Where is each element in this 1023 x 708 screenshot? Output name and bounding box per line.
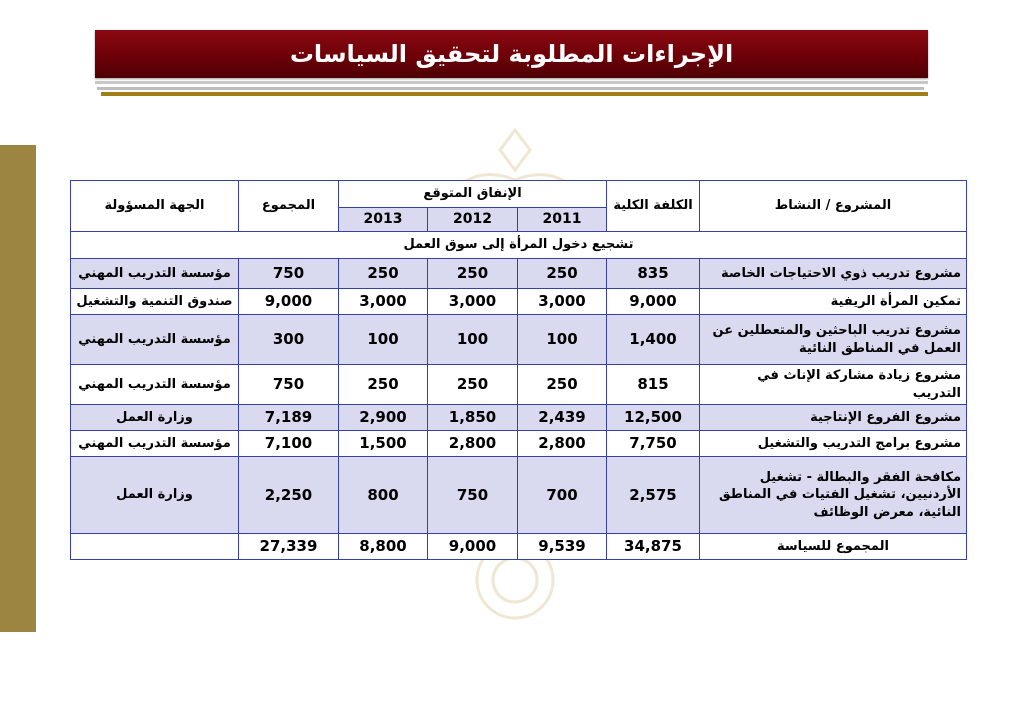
total-cell: 9,000 <box>239 289 339 315</box>
entity-cell: مؤسسة التدريب المهني <box>71 259 239 289</box>
policy-actions-table <box>70 180 967 560</box>
entity-cell: وزارة العمل <box>71 457 239 534</box>
year-2012-cell: 3,000 <box>428 289 518 315</box>
year-2012-cell: 100 <box>428 315 518 365</box>
year-2011-cell: 2,800 <box>518 431 607 457</box>
project-cell: مشروع الفروع الإنتاجية <box>700 405 967 431</box>
year-2013-cell: 2,900 <box>339 405 428 431</box>
footer-total: 27,339 <box>239 534 339 560</box>
footer-label: المجموع للسياسة <box>700 534 967 560</box>
header-expected-spending: الإنفاق المتوقع <box>339 181 607 208</box>
header-year-2012: 2012 <box>428 208 518 232</box>
project-cell: مشروع برامج التدريب والتشغيل <box>700 431 967 457</box>
section-heading: تشجيع دخول المرأة إلى سوق العمل <box>71 232 967 259</box>
footer-2013: 8,800 <box>339 534 428 560</box>
project-cell: مشروع زيادة مشاركة الإناث في التدريب <box>700 365 967 405</box>
year-2011-cell: 2,439 <box>518 405 607 431</box>
header-total: المجموع <box>239 181 339 232</box>
divider-line <box>95 81 928 84</box>
total-cell: 750 <box>239 365 339 405</box>
year-2012-cell: 750 <box>428 457 518 534</box>
table-row <box>71 315 967 365</box>
table-row <box>71 365 967 405</box>
project-cell: مشروع تدريب ذوي الاحتياجات الخاصة <box>700 259 967 289</box>
total-cell: 750 <box>239 259 339 289</box>
year-2012-cell: 1,850 <box>428 405 518 431</box>
footer-2012: 9,000 <box>428 534 518 560</box>
cost-cell: 7,750 <box>607 431 700 457</box>
table-row <box>71 405 967 431</box>
year-2013-cell: 100 <box>339 315 428 365</box>
year-2013-cell: 800 <box>339 457 428 534</box>
entity-cell: مؤسسة التدريب المهني <box>71 315 239 365</box>
year-2013-cell: 250 <box>339 259 428 289</box>
header-year-2011: 2011 <box>518 208 607 232</box>
entity-cell: وزارة العمل <box>71 405 239 431</box>
year-2011-cell: 3,000 <box>518 289 607 315</box>
entity-cell: صندوق التنمية والتشغيل <box>71 289 239 315</box>
entity-cell: مؤسسة التدريب المهني <box>71 431 239 457</box>
table-row <box>71 289 967 315</box>
cost-cell: 12,500 <box>607 405 700 431</box>
year-2012-cell: 250 <box>428 259 518 289</box>
divider-line <box>97 87 924 90</box>
entity-cell: مؤسسة التدريب المهني <box>71 365 239 405</box>
year-2013-cell: 1,500 <box>339 431 428 457</box>
page-title: الإجراءات المطلوبة لتحقيق السياسات <box>289 40 734 68</box>
cost-cell: 1,400 <box>607 315 700 365</box>
gold-side-band <box>0 145 36 632</box>
total-cell: 300 <box>239 315 339 365</box>
footer-2011: 9,539 <box>518 534 607 560</box>
table-row <box>71 259 967 289</box>
year-2011-cell: 700 <box>518 457 607 534</box>
project-cell: تمكين المرأة الريفية <box>700 289 967 315</box>
project-cell: مشروع تدريب الباحثين والمتعطلين عن العمل في المناطق النائية <box>700 315 967 365</box>
total-cell: 2,250 <box>239 457 339 534</box>
footer-entity <box>71 534 239 560</box>
table-row <box>71 431 967 457</box>
year-2011-cell: 250 <box>518 365 607 405</box>
header-responsible: الجهة المسؤولة <box>71 181 239 232</box>
year-2011-cell: 250 <box>518 259 607 289</box>
cost-cell: 9,000 <box>607 289 700 315</box>
cost-cell: 835 <box>607 259 700 289</box>
year-2012-cell: 250 <box>428 365 518 405</box>
footer-cost: 34,875 <box>607 534 700 560</box>
table-row <box>71 457 967 534</box>
year-2013-cell: 3,000 <box>339 289 428 315</box>
header-year-2013: 2013 <box>339 208 428 232</box>
table-footer-row <box>71 534 967 560</box>
cost-cell: 815 <box>607 365 700 405</box>
header-total-cost: الكلفة الكلية <box>607 181 700 232</box>
total-cell: 7,100 <box>239 431 339 457</box>
total-cell: 7,189 <box>239 405 339 431</box>
header-project: المشروع / النشاط <box>700 181 967 232</box>
year-2011-cell: 100 <box>518 315 607 365</box>
title-banner <box>95 30 928 78</box>
cost-cell: 2,575 <box>607 457 700 534</box>
year-2012-cell: 2,800 <box>428 431 518 457</box>
year-2013-cell: 250 <box>339 365 428 405</box>
project-cell: مكافحة الفقر والبطالة - تشغيل الأردنيين، تشغيل الفتيات في المناطق النائية، معرض الوظائف <box>700 457 967 534</box>
gold-divider-line <box>101 92 928 96</box>
